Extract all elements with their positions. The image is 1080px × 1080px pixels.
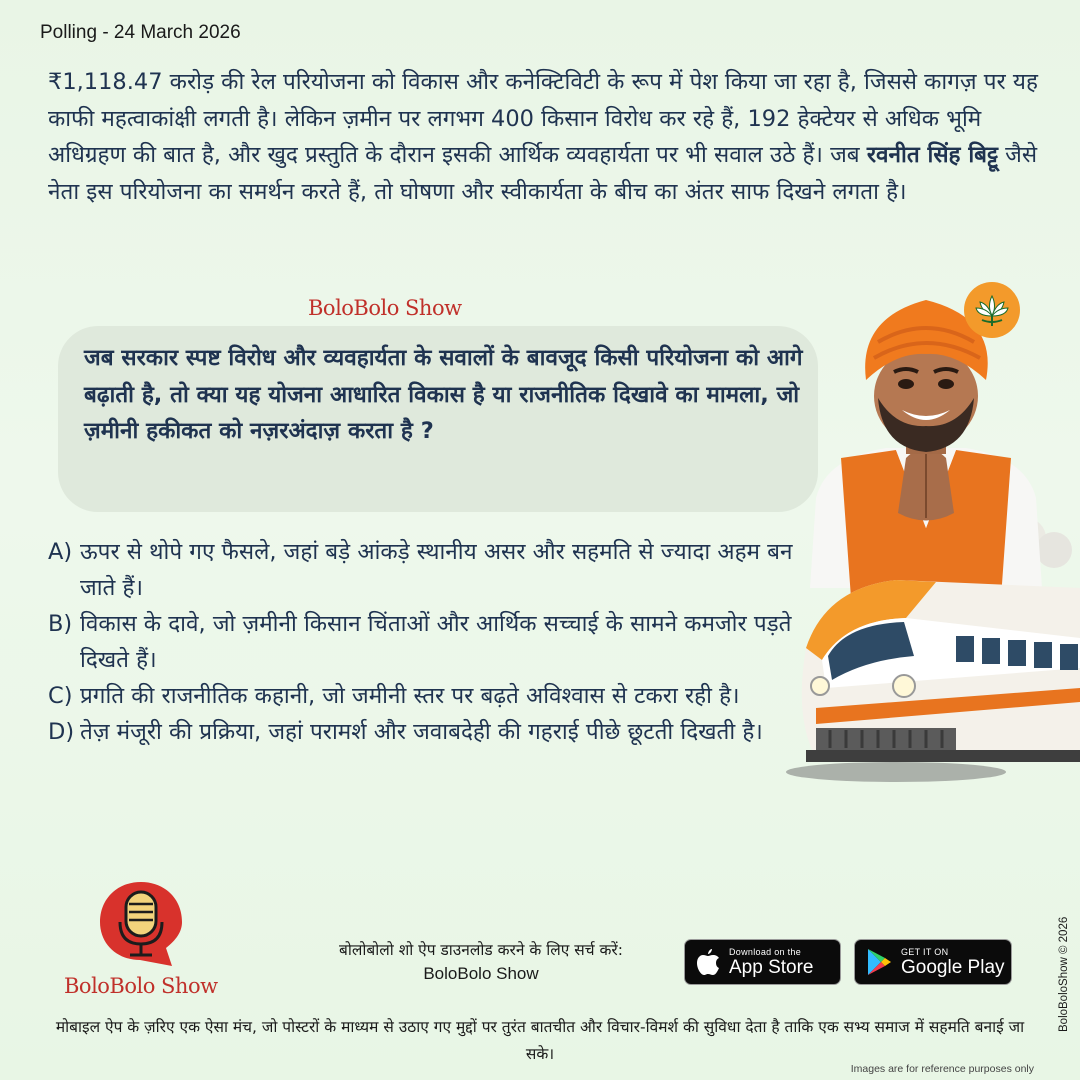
intro-text-end: जैसे नेता इस परियोजना का समर्थन करते हैं, तो घोषणा और स्वीकार्यता के बीच का अंतर साफ दिखने लगता है। [48,142,1038,205]
party-badge [964,282,1020,338]
download-prompt: बोलोबोलो शो ऐप डाउनलोड करने के लिए सर्च करें: [339,941,623,959]
intro-paragraph [48,64,1038,210]
logo-text: BoloBolo Show [64,974,218,998]
appstore-small-text: Download on the [729,946,802,957]
download-app-name: BoloBolo Show [423,964,539,983]
poll-date: Polling - 24 March 2026 [40,22,241,43]
lotus-icon [972,290,1012,330]
microphone-icon [96,878,186,968]
google-play-icon [865,947,893,977]
option-letter: B) [48,611,73,637]
copyright-text: BoloBoloShow © 2026 [1058,916,1070,1032]
option-b[interactable] [48,606,800,678]
leader-and-train-illustration [786,288,1080,786]
googleplay-big-text: Google Play [901,956,1005,978]
option-text: तेज़ मंजूरी की प्रक्रिया, जहां परामर्श और जवाबदेही की गहराई पीछे छूटती दिखती है। [80,719,763,745]
appstore-big-text: App Store [729,956,814,978]
option-c[interactable] [48,678,800,714]
mission-statement: मोबाइल ऐप के ज़रिए एक ऐसा मंच, जो पोस्टरों के माध्यम से उठाए गए मुद्दों पर तुरंत बातचीत और विचार-विमर्श की सुविधा देता है ताकि एक सभ्य समाज में सहमति बनाई जा सके। [55,1018,1025,1063]
googleplay-small-text: GET IT ON [901,946,949,957]
option-letter: D) [48,719,75,745]
poll-question: जब सरकार स्पष्ट विरोध और व्यवहार्यता के सवालों के बावजूद किसी परियोजना को आगे बढ़ाती है, तो क्या यह योजना आधारित विकास है या राजनीतिक दिखावे का मामला, जो ज़मीनी हकीकत को नज़रअंदाज़ करता है ? [84,345,803,444]
app-store-button[interactable] [684,939,841,985]
option-letter: A) [48,539,73,565]
option-letter: C) [48,683,73,709]
train-engine [786,580,1080,782]
option-text: विकास के दावे, जो ज़मीनी किसान चिंताओं और आर्थिक सच्चाई के सामने कमजोर पड़ते दिखते हैं। [80,611,792,673]
brand-tag: BoloBolo Show [308,296,462,320]
highlighted-leader-name: रवनीत सिंह बिट्टू [866,142,998,168]
option-text: प्रगति की राजनीतिक कहानी, जो जमीनी स्तर पर बढ़ते अविश्वास से टकरा रही है। [80,683,740,709]
google-play-button[interactable] [854,939,1012,985]
image-disclaimer: Images are for reference purposes only [850,1063,1034,1075]
option-text: ऊपर से थोपे गए फैसले, जहां बड़े आंकड़े स्थानीय असर और सहमति से ज्यादा अहम बन जाते हैं। [80,539,793,601]
leader-figure [810,300,1042,598]
intro-text-start: ₹1,118.47 करोड़ की रेल परियोजना को विकास और कनेक्टिविटी के रूप में पेश किया जा रहा है, जिससे कागज़ पर यह काफी महत्वाकांक्षी लगती है। लेकिन ज़मीन पर लगभग 400 किसान विरोध कर रहे हैं, 192 हेक्टेयर से अधिक भूमि अधिग्रहण की बात है, और खुद प्रस्तुति के दौरान इसकी आर्थिक व्यवहार्यता पर भी सवाल उठे हैं। जब [48,69,1038,168]
option-a[interactable] [48,534,800,606]
apple-icon [695,947,721,977]
